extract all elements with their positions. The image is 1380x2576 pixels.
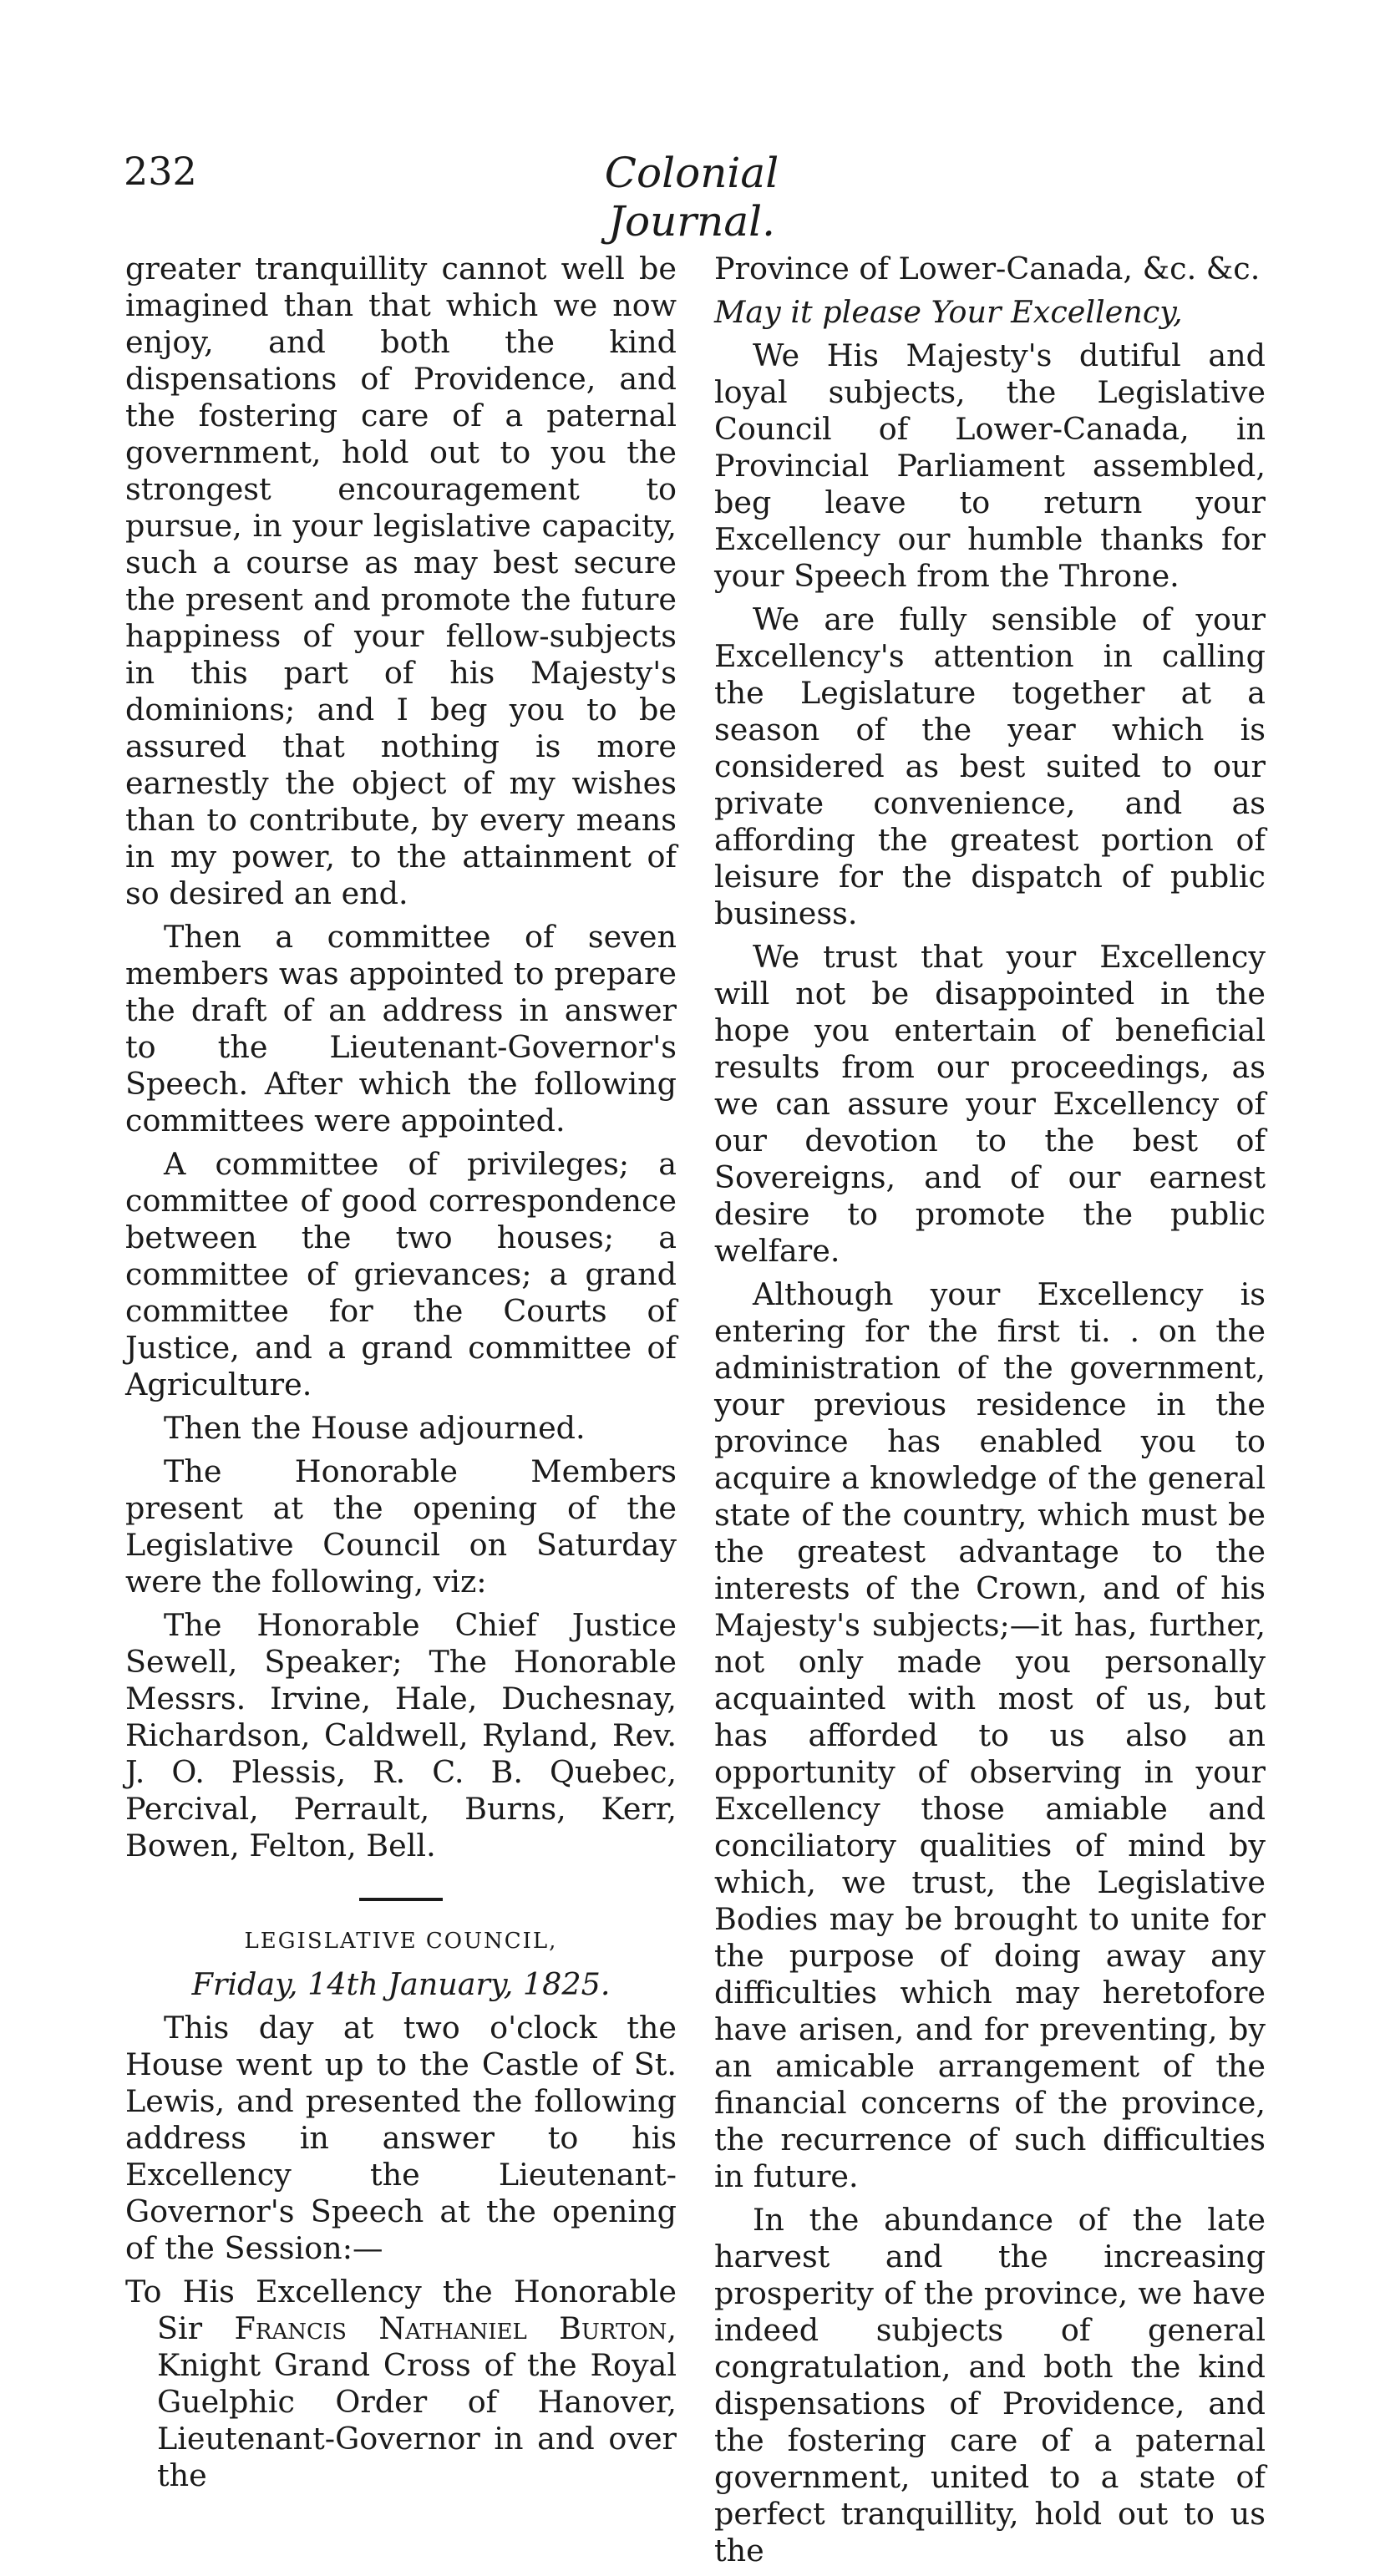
left-paragraph-1: greater tranquillity cannot well be imagined than that which we now enjoy, and both the kind dispensations of Providence, and the fostering care of a paternal government, hold out to you the strongest encouragement to pursue, in your legislative capacity, such a course as may best secure the present and promote the future happiness of your fellow-subjects in this part of his Majesty's dominions; and I beg you to be assured that nothing is more earnestly the object of my wishes than to contribute, by every means in my power, to the attainment of so desired an end. xyxy=(125,251,677,911)
left-paragraph-3: A committee of privileges; a committee of good correspondence between the two houses; a committee of grievances; a grand committee for the Courts of Justice, and a grand committee of Agriculture. xyxy=(125,1146,677,1402)
page-number: 232 xyxy=(124,149,197,194)
right-paragraph-7: In the abundance of the late harvest and the increasing prosperity of the province, we have indeed subjects of general congratulation, and both the kind dispensations of Providence, and the fostering care of a paternal government, united to a state of perfect tranquillity, hold out to us the xyxy=(714,2202,1266,2568)
left-column xyxy=(125,251,677,2501)
left-paragraph-4: Then the House adjourned. xyxy=(164,1410,586,1446)
right-paragraph-6: Although your Excellency is entering for the first ti. . on the administration of the government, your previous residence in the province has enabled you to acquire a knowledge of the general state of the country, which must be the greatest advantage to the interests of the Crown, and of his Majesty's subjects;—it has, further, not only made you personally acquainted with most of us, but has afforded to us also an opportunity of observing in your Excellency those amiable and conciliatory qualities of mind by which, we trust, the Legislative Bodies may be brought to unite for the purpose of doing away any difficulties which may heretofore have arisen, and for preventing, by an amicable arrangement of the financial concerns of the province, the recurrence of such difficulties in future. xyxy=(714,1276,1266,2194)
right-paragraph-2: May it please Your Excellency, xyxy=(714,294,1183,330)
right-paragraph-3: We His Majesty's dutiful and loyal subjects, the Legislative Council of Lower-Canada, in Provincial Parliament assembled, beg leave to return your Excellency our humble thanks for your Speech from the Throne. xyxy=(714,337,1266,594)
left-paragraph-5: The Honorable Members present at the opening of the Legislative Council on Saturday were the following, viz: xyxy=(125,1453,677,1600)
address-salutation xyxy=(125,2274,677,2494)
left-paragraph-7: This day at two o'clock the House went up to the Castle of St. Lewis, and presented the following address in answer to his Excellency the Lieutenant-Governor's Speech at the opening of the Session:— xyxy=(125,2010,677,2266)
section-divider xyxy=(359,1898,443,1901)
page-header xyxy=(124,149,1251,246)
right-paragraph-4: We are fully sensible of your Excellency's attention in calling the Legislature together at a season of the year which is considered as best suited to our private convenience, and as affording the greatest portion of leisure for the dispatch of public business. xyxy=(714,601,1266,931)
right-paragraph-1: Province of Lower-Canada, &c. &c. xyxy=(714,251,1261,287)
right-paragraph-5: We trust that your Excellency will not be disappointed in the hope you entertain of beneficial results from our proceedings, as we can assure your Excellency of our devotion to the best of Sovereigns, and of our earnest desire to promote the public welfare. xyxy=(714,939,1266,1269)
salutation-end: Knight Grand Cross of the Royal Guelphic Order of Hanover, Lieutenant-Governor in and over the xyxy=(157,2347,677,2493)
left-paragraph-2: Then a committee of seven members was appointed to prepare the draft of an address in answer to the Lieutenant-Governor's Speech. After which the following committees were appointed. xyxy=(125,919,677,1138)
left-paragraph-6: The Honorable Chief Justice Sewell, Speaker; The Honorable Messrs. Irvine, Hale, Duchesnay, Richardson, Caldwell, Ryland, Rev. J. O. Plessis, R. C. B. Quebec, Percival, Perrault, Burns, Kerr, Bowen, Felton, Bell. xyxy=(125,1607,677,1864)
right-column xyxy=(714,251,1266,2576)
salutation-start: To His Excellency the Honorable Sir xyxy=(125,2274,677,2346)
running-title: Colonial Journal. xyxy=(604,149,779,246)
governor-name: Francis Nathaniel Burton, xyxy=(234,2310,677,2346)
date-line: Friday, 14th January, 1825. xyxy=(191,1966,611,2002)
section-heading: LEGISLATIVE COUNCIL, xyxy=(244,1929,558,1954)
